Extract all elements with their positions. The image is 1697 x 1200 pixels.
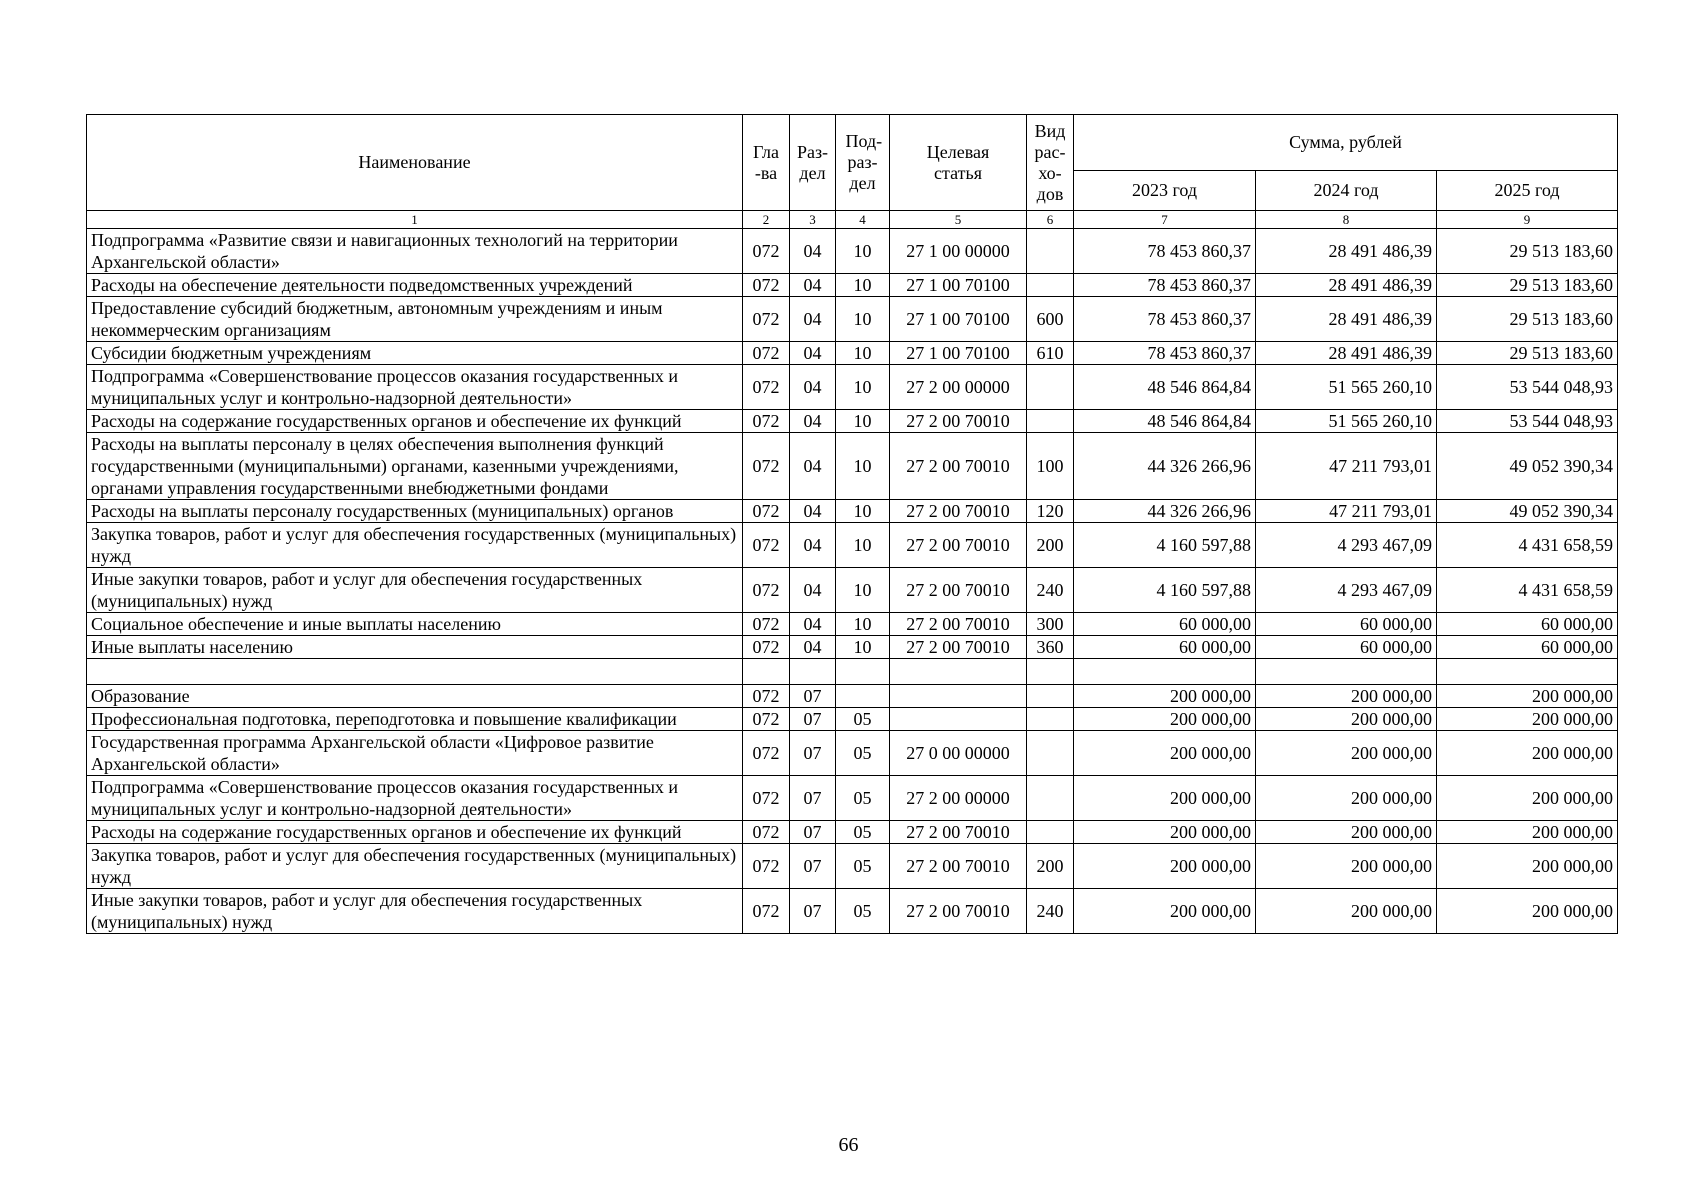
row-razdel: 04: [790, 613, 836, 636]
row-glava: 072: [743, 844, 790, 889]
row-vid: [1027, 659, 1074, 685]
row-glava: 072: [743, 433, 790, 500]
table-row: [87, 659, 1618, 685]
table-row: [87, 636, 1618, 659]
table-row: [87, 410, 1618, 433]
row-sum-2024: 200 000,00: [1256, 889, 1437, 934]
row-tselevaya: 27 2 00 70010: [890, 844, 1027, 889]
row-podrazdel: [836, 659, 890, 685]
row-podrazdel: 10: [836, 274, 890, 297]
budget-sheet: [86, 114, 1617, 934]
table-row: [87, 731, 1618, 776]
row-sum-2025: 200 000,00: [1437, 776, 1618, 821]
row-sum-2025: 200 000,00: [1437, 685, 1618, 708]
row-podrazdel: [836, 685, 890, 708]
header-vid: [1027, 115, 1074, 211]
header-name: Наименование: [87, 115, 743, 211]
row-glava: 072: [743, 410, 790, 433]
budget-table-body: [87, 229, 1618, 934]
row-sum-2024: 47 211 793,01: [1256, 500, 1437, 523]
row-vid: [1027, 731, 1074, 776]
row-glava: 072: [743, 708, 790, 731]
row-razdel: 07: [790, 821, 836, 844]
row-vid: [1027, 274, 1074, 297]
row-tselevaya: 27 2 00 70010: [890, 613, 1027, 636]
row-podrazdel: 05: [836, 708, 890, 731]
row-podrazdel: 05: [836, 821, 890, 844]
row-podrazdel: 05: [836, 731, 890, 776]
table-row: [87, 776, 1618, 821]
row-sum-2023: 200 000,00: [1074, 776, 1256, 821]
row-podrazdel: 10: [836, 523, 890, 568]
row-sum-2024: 200 000,00: [1256, 708, 1437, 731]
table-row: [87, 685, 1618, 708]
row-vid: 240: [1027, 568, 1074, 613]
row-name: Подпрограмма «Совершенствование процессов оказания государственных и муниципальных услуг и контрольно-надзорной деятельности»: [87, 776, 743, 821]
row-glava: 072: [743, 297, 790, 342]
row-podrazdel: 10: [836, 500, 890, 523]
row-tselevaya: 27 1 00 70100: [890, 274, 1027, 297]
row-sum-2023: 44 326 266,96: [1074, 433, 1256, 500]
row-sum-2023: 4 160 597,88: [1074, 523, 1256, 568]
row-sum-2024: 200 000,00: [1256, 844, 1437, 889]
row-sum-2024: 4 293 467,09: [1256, 523, 1437, 568]
row-tselevaya: 27 2 00 70010: [890, 568, 1027, 613]
row-vid: 120: [1027, 500, 1074, 523]
col-number: 9: [1437, 211, 1618, 229]
header-summa: Сумма, рублей: [1074, 115, 1618, 171]
row-razdel: 07: [790, 731, 836, 776]
row-sum-2025: 49 052 390,34: [1437, 500, 1618, 523]
row-podrazdel: 10: [836, 568, 890, 613]
row-glava: 072: [743, 685, 790, 708]
row-glava: 072: [743, 636, 790, 659]
header-podrazdel: [836, 115, 890, 211]
table-row: [87, 297, 1618, 342]
row-sum-2023: 4 160 597,88: [1074, 568, 1256, 613]
row-sum-2024: [1256, 659, 1437, 685]
row-sum-2025: 60 000,00: [1437, 636, 1618, 659]
col-number: 3: [790, 211, 836, 229]
row-sum-2024: 51 565 260,10: [1256, 365, 1437, 410]
table-row: [87, 365, 1618, 410]
row-sum-2023: 200 000,00: [1074, 889, 1256, 934]
row-tselevaya: 27 2 00 70010: [890, 500, 1027, 523]
table-row: [87, 342, 1618, 365]
row-razdel: 04: [790, 500, 836, 523]
row-tselevaya: [890, 685, 1027, 708]
row-tselevaya: 27 1 00 00000: [890, 229, 1027, 274]
row-vid: 610: [1027, 342, 1074, 365]
header-glava-label: Гла-ва: [752, 141, 780, 183]
row-sum-2023: 60 000,00: [1074, 613, 1256, 636]
row-razdel: 04: [790, 229, 836, 274]
row-name: Образование: [87, 685, 743, 708]
row-sum-2025: 49 052 390,34: [1437, 433, 1618, 500]
row-sum-2024: 60 000,00: [1256, 636, 1437, 659]
header-tselevaya: [890, 115, 1027, 211]
table-row: [87, 613, 1618, 636]
row-tselevaya: 27 2 00 70010: [890, 410, 1027, 433]
row-sum-2023: 78 453 860,37: [1074, 229, 1256, 274]
row-sum-2025: [1437, 659, 1618, 685]
table-row: [87, 844, 1618, 889]
row-vid: [1027, 365, 1074, 410]
row-podrazdel: 10: [836, 365, 890, 410]
row-glava: 072: [743, 613, 790, 636]
row-tselevaya: 27 2 00 00000: [890, 365, 1027, 410]
row-podrazdel: 05: [836, 776, 890, 821]
row-sum-2024: 200 000,00: [1256, 731, 1437, 776]
row-razdel: 04: [790, 568, 836, 613]
row-name: Расходы на содержание государственных органов и обеспечение их функций: [87, 410, 743, 433]
row-razdel: 04: [790, 523, 836, 568]
row-razdel: 04: [790, 274, 836, 297]
row-glava: 072: [743, 500, 790, 523]
row-sum-2025: 200 000,00: [1437, 821, 1618, 844]
row-podrazdel: 05: [836, 844, 890, 889]
row-sum-2025: 4 431 658,59: [1437, 568, 1618, 613]
row-glava: 072: [743, 889, 790, 934]
row-sum-2023: 44 326 266,96: [1074, 500, 1256, 523]
row-razdel: 04: [790, 342, 836, 365]
col-number: 6: [1027, 211, 1074, 229]
row-tselevaya: 27 2 00 70010: [890, 889, 1027, 934]
row-razdel: 04: [790, 636, 836, 659]
row-name: Профессиональная подготовка, переподготовка и повышение квалификации: [87, 708, 743, 731]
row-vid: [1027, 685, 1074, 708]
row-sum-2023: 60 000,00: [1074, 636, 1256, 659]
header-2023: 2023 год: [1074, 171, 1256, 211]
row-vid: 240: [1027, 889, 1074, 934]
row-sum-2025: 200 000,00: [1437, 731, 1618, 776]
row-glava: 072: [743, 821, 790, 844]
row-tselevaya: 27 1 00 70100: [890, 342, 1027, 365]
row-glava: 072: [743, 568, 790, 613]
row-glava: 072: [743, 342, 790, 365]
row-vid: 360: [1027, 636, 1074, 659]
row-name: Подпрограмма «Развитие связи и навигационных технологий на территории Архангельской области»: [87, 229, 743, 274]
row-razdel: 04: [790, 433, 836, 500]
row-podrazdel: 10: [836, 297, 890, 342]
header-glava: [743, 115, 790, 211]
table-row: [87, 274, 1618, 297]
row-podrazdel: 10: [836, 613, 890, 636]
row-sum-2024: 28 491 486,39: [1256, 274, 1437, 297]
row-sum-2023: 78 453 860,37: [1074, 274, 1256, 297]
row-podrazdel: 10: [836, 229, 890, 274]
row-sum-2025: 53 544 048,93: [1437, 365, 1618, 410]
col-number: 5: [890, 211, 1027, 229]
row-vid: 200: [1027, 844, 1074, 889]
row-sum-2024: 28 491 486,39: [1256, 229, 1437, 274]
row-name: Расходы на выплаты персоналу в целях обеспечения выполнения функций государственными (муниципальными) органами, казенными учреждениями, органами управления государственными внебюджетными фондами: [87, 433, 743, 500]
row-sum-2025: 200 000,00: [1437, 708, 1618, 731]
row-name: Закупка товаров, работ и услуг для обеспечения государственных (муниципальных) нужд: [87, 523, 743, 568]
row-sum-2023: 200 000,00: [1074, 821, 1256, 844]
row-sum-2024: 200 000,00: [1256, 685, 1437, 708]
row-vid: 100: [1027, 433, 1074, 500]
row-sum-2023: 78 453 860,37: [1074, 297, 1256, 342]
row-vid: 300: [1027, 613, 1074, 636]
row-glava: 072: [743, 229, 790, 274]
row-sum-2023: 78 453 860,37: [1074, 342, 1256, 365]
table-row: [87, 500, 1618, 523]
row-razdel: 04: [790, 365, 836, 410]
row-tselevaya: 27 0 00 00000: [890, 731, 1027, 776]
row-tselevaya: [890, 708, 1027, 731]
row-sum-2024: 200 000,00: [1256, 776, 1437, 821]
header-vid-label: Вид рас-хо-дов: [1034, 120, 1066, 204]
row-vid: 600: [1027, 297, 1074, 342]
row-vid: 200: [1027, 523, 1074, 568]
row-sum-2025: 60 000,00: [1437, 613, 1618, 636]
row-name: Иные закупки товаров, работ и услуг для обеспечения государственных (муниципальных) нужд: [87, 889, 743, 934]
row-razdel: 07: [790, 844, 836, 889]
row-name: Закупка товаров, работ и услуг для обеспечения государственных (муниципальных) нужд: [87, 844, 743, 889]
table-row: [87, 708, 1618, 731]
row-name: Иные закупки товаров, работ и услуг для обеспечения государственных (муниципальных) нужд: [87, 568, 743, 613]
row-razdel: 07: [790, 889, 836, 934]
row-razdel: 04: [790, 410, 836, 433]
row-tselevaya: [890, 659, 1027, 685]
row-vid: [1027, 821, 1074, 844]
row-razdel: 04: [790, 297, 836, 342]
row-sum-2024: 60 000,00: [1256, 613, 1437, 636]
row-razdel: 07: [790, 685, 836, 708]
header-razdel: [790, 115, 836, 211]
row-name: Расходы на содержание государственных органов и обеспечение их функций: [87, 821, 743, 844]
row-name: Расходы на выплаты персоналу государственных (муниципальных) органов: [87, 500, 743, 523]
row-razdel: 07: [790, 708, 836, 731]
row-name: Субсидии бюджетным учреждениям: [87, 342, 743, 365]
header-podrazdel-label: Под-раз-дел: [845, 131, 883, 193]
row-name: Государственная программа Архангельской области «Цифровое развитие Архангельской области»: [87, 731, 743, 776]
row-podrazdel: 10: [836, 342, 890, 365]
row-sum-2025: 200 000,00: [1437, 889, 1618, 934]
row-vid: [1027, 410, 1074, 433]
row-tselevaya: 27 2 00 70010: [890, 636, 1027, 659]
header-2024: 2024 год: [1256, 171, 1437, 211]
header-razdel-label: Раз-дел: [796, 141, 829, 183]
row-podrazdel: 10: [836, 410, 890, 433]
row-name: Социальное обеспечение и иные выплаты населению: [87, 613, 743, 636]
header-2025: 2025 год: [1437, 171, 1618, 211]
row-sum-2023: 48 546 864,84: [1074, 410, 1256, 433]
table-row: [87, 821, 1618, 844]
page-number: 66: [838, 1134, 859, 1156]
row-vid: [1027, 229, 1074, 274]
row-sum-2024: 47 211 793,01: [1256, 433, 1437, 500]
header-tselevaya-label: Целевая статья: [926, 141, 990, 183]
row-glava: [743, 659, 790, 685]
row-sum-2025: 53 544 048,93: [1437, 410, 1618, 433]
row-tselevaya: 27 2 00 70010: [890, 433, 1027, 500]
col-number: 8: [1256, 211, 1437, 229]
table-row: [87, 229, 1618, 274]
col-number: 1: [87, 211, 743, 229]
budget-table: [86, 114, 1618, 934]
row-podrazdel: 05: [836, 889, 890, 934]
row-sum-2024: 4 293 467,09: [1256, 568, 1437, 613]
row-sum-2025: 29 513 183,60: [1437, 342, 1618, 365]
row-tselevaya: 27 2 00 70010: [890, 821, 1027, 844]
row-tselevaya: 27 1 00 70100: [890, 297, 1027, 342]
row-sum-2025: 200 000,00: [1437, 844, 1618, 889]
row-sum-2023: 48 546 864,84: [1074, 365, 1256, 410]
row-sum-2025: 29 513 183,60: [1437, 274, 1618, 297]
table-row: [87, 889, 1618, 934]
row-glava: 072: [743, 274, 790, 297]
row-sum-2024: 28 491 486,39: [1256, 342, 1437, 365]
row-sum-2024: 28 491 486,39: [1256, 297, 1437, 342]
row-razdel: 07: [790, 776, 836, 821]
row-sum-2023: 200 000,00: [1074, 708, 1256, 731]
table-row: [87, 568, 1618, 613]
row-glava: 072: [743, 731, 790, 776]
row-sum-2025: 29 513 183,60: [1437, 229, 1618, 274]
row-tselevaya: 27 2 00 00000: [890, 776, 1027, 821]
row-name: [87, 659, 743, 685]
row-razdel: [790, 659, 836, 685]
row-podrazdel: 10: [836, 636, 890, 659]
table-row: [87, 433, 1618, 500]
row-sum-2023: 200 000,00: [1074, 731, 1256, 776]
row-vid: [1027, 776, 1074, 821]
row-glava: 072: [743, 523, 790, 568]
row-sum-2023: 200 000,00: [1074, 844, 1256, 889]
row-name: Предоставление субсидий бюджетным, автономным учреждениям и иным некоммерческим организациям: [87, 297, 743, 342]
row-glava: 072: [743, 365, 790, 410]
row-tselevaya: 27 2 00 70010: [890, 523, 1027, 568]
row-sum-2025: 4 431 658,59: [1437, 523, 1618, 568]
row-glava: 072: [743, 776, 790, 821]
table-row: [87, 523, 1618, 568]
row-name: Иные выплаты населению: [87, 636, 743, 659]
row-sum-2025: 29 513 183,60: [1437, 297, 1618, 342]
row-sum-2023: [1074, 659, 1256, 685]
col-number: 7: [1074, 211, 1256, 229]
row-sum-2024: 51 565 260,10: [1256, 410, 1437, 433]
col-number: 2: [743, 211, 790, 229]
row-sum-2023: 200 000,00: [1074, 685, 1256, 708]
row-vid: [1027, 708, 1074, 731]
row-name: Расходы на обеспечение деятельности подведомственных учреждений: [87, 274, 743, 297]
col-number: 4: [836, 211, 890, 229]
row-name: Подпрограмма «Совершенствование процессов оказания государственных и муниципальных услуг и контрольно-надзорной деятельности»: [87, 365, 743, 410]
row-podrazdel: 10: [836, 433, 890, 500]
row-sum-2024: 200 000,00: [1256, 821, 1437, 844]
